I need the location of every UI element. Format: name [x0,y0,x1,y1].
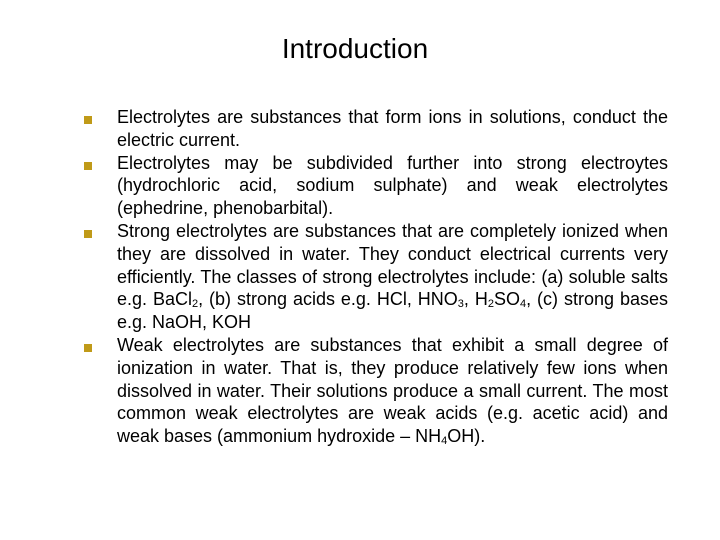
bullet-list [76,106,668,448]
subscript: 4 [520,298,527,311]
text-run: Weak electrolytes are substances that exhibit a small degree of ionization in water. That is, they produce relatively few ions when dissolved in water. Their solutions produce a small current. The most common weak electrolytes are weak acids (e.g. acetic acid) and weak bases (ammonium hydroxide – NH [117,334,668,447]
bullet-item [76,106,668,152]
text-run: Strong electrolytes are substances that are completely ionized when they are dissolved in water. They conduct electrical currents very efficiently. The classes of strong electrolytes include: (a) soluble salts e.g. BaCl [117,220,668,310]
text-run: , (b) strong acids e.g. HCl, HNO [198,289,458,310]
bullet-text [117,221,668,332]
text-run: , H [463,289,488,310]
subscript: 2 [191,298,199,311]
text-run: Electrolytes are substances that form ions in solutions, conduct the electric current. [117,107,668,150]
bullet-square-icon [84,230,92,238]
subscript: 3 [457,298,464,311]
text-run: OH). [447,426,486,447]
bullet-item [76,220,668,334]
text-run: SO [493,289,520,310]
subscript: 4 [441,435,448,448]
bullet-item [76,152,668,220]
bullet-text [117,335,668,446]
bullet-text [117,107,668,150]
subscript: 2 [487,298,494,311]
bullet-item [76,334,668,448]
bullet-square-icon [84,344,92,352]
bullet-square-icon [84,116,92,124]
bullet-text [117,153,668,219]
text-run: Electrolytes may be subdivided further into strong electroytes (hydrochloric acid, sodium sulphate) and weak electrolytes (ephedrine, phenobarbital). [117,152,668,219]
text-run: , (c) strong bases e.g. NaOH, KOH [117,289,668,333]
slide-title: Introduction [281,33,429,64]
bullet-square-icon [84,162,92,170]
